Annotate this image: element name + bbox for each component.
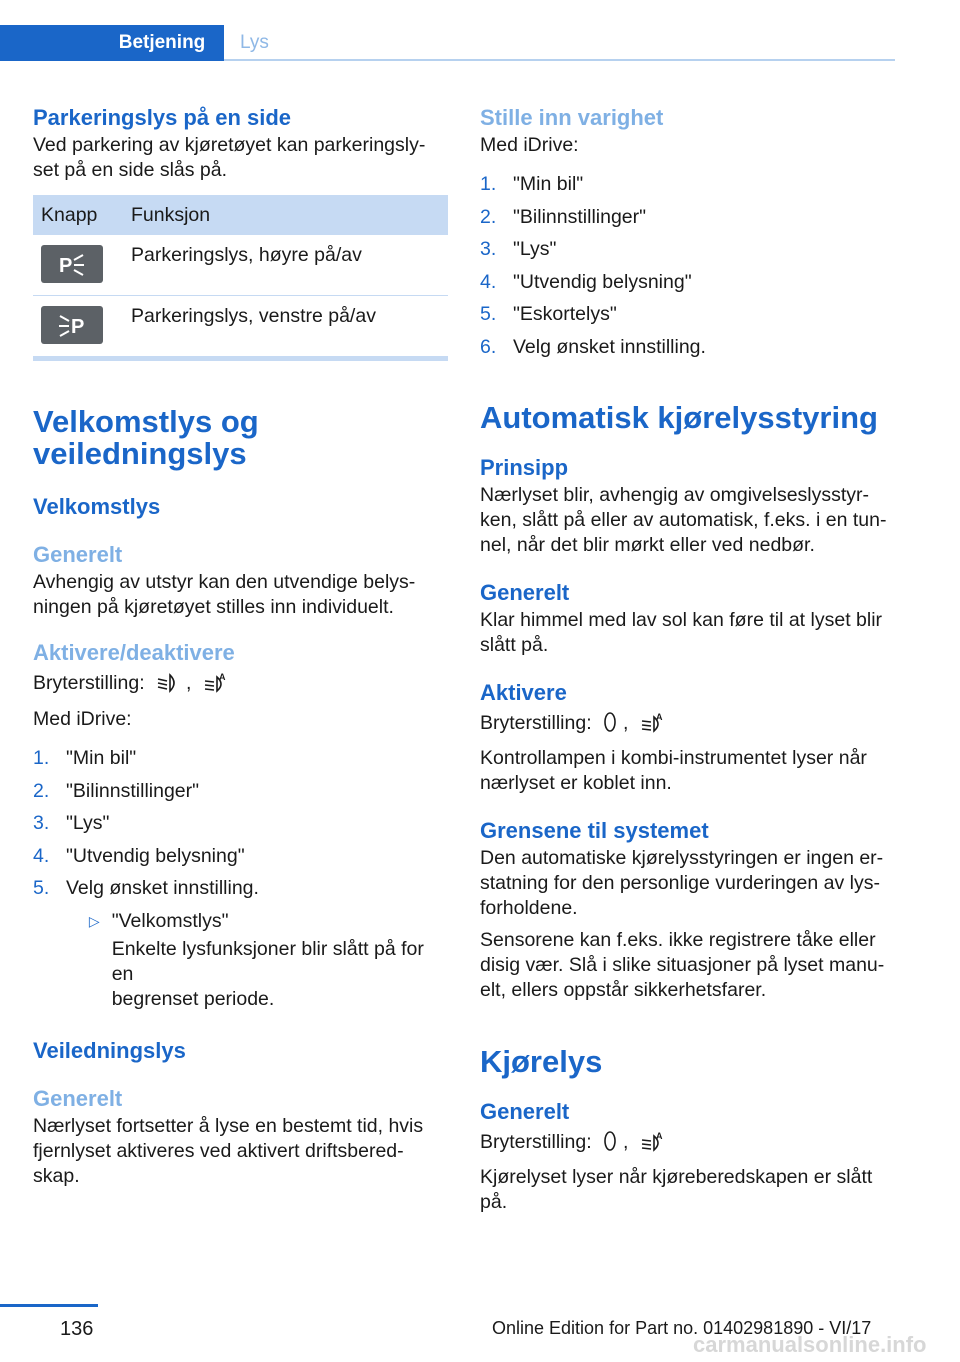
switch-position-line — [480, 1130, 898, 1159]
duration-steps — [480, 168, 898, 363]
drl-text: Kjørelyset lyser når kjøreberedskapen er slått på. — [480, 1166, 873, 1213]
general-text: Klar himmel med lav sol kan føre til at lyset blir slått på. — [480, 609, 883, 656]
guide-light-text: Nærlyset fortsetter å lyse en bestemt tid, hvis fjernlyset aktiveres ved aktivert driftsbered- skap. — [33, 1114, 424, 1187]
heading-welcome-guide-light: Velkomstlys og veiledningslys — [33, 404, 259, 471]
auto-light-icon — [640, 711, 666, 740]
light-off-icon — [603, 711, 617, 740]
subsection-activate: Aktivere — [480, 680, 567, 705]
list-item: 4. "Utvendig belysning" — [33, 844, 245, 867]
tab-bar-rule — [224, 59, 895, 61]
left-column — [33, 100, 448, 1189]
right-column — [480, 100, 898, 1215]
table-row — [33, 235, 448, 296]
svg-text:A: A — [655, 1131, 663, 1141]
auto-light-icon — [640, 1130, 666, 1159]
auto-light-icon — [203, 671, 229, 700]
list-item: 1. "Min bil" — [33, 747, 137, 769]
svg-text:A: A — [218, 672, 226, 682]
section-title-parking-light: Parkeringslys på en side — [33, 105, 292, 130]
svg-text:P: P — [71, 316, 85, 337]
list-item: 6. Velg ønsket innstilling. — [480, 335, 706, 358]
switch-position-label: Bryterstilling: — [33, 672, 145, 694]
subsection-activate-deactivate: Aktivere/deaktivere — [33, 640, 235, 665]
table-header-function: Funksjon — [131, 204, 211, 226]
comma: , — [623, 1131, 629, 1153]
low-beam-icon — [156, 673, 180, 700]
subsection-principle: Prinsipp — [480, 455, 569, 480]
subsection-guide-general: Generelt — [33, 1085, 123, 1111]
heading-daytime-running-light: Kjørelys — [480, 1044, 603, 1079]
switch-position-line — [33, 671, 448, 700]
triangle-bullet-icon: ▷ — [88, 912, 100, 929]
sub-item-label: "Velkomstlys" — [111, 909, 229, 932]
page-number: 136 — [60, 1318, 94, 1340]
svg-text:A: A — [655, 712, 663, 722]
table-cell-function: Parkeringslys, høyre på/av — [131, 244, 362, 266]
footer-rule — [0, 1304, 98, 1307]
tab-betjening[interactable]: Betjening — [100, 25, 224, 61]
chapter-tab-bar — [0, 25, 895, 61]
switch-position-label: Bryterstilling: — [480, 712, 592, 734]
welcome-light-steps — [33, 742, 448, 905]
table-row — [33, 296, 448, 356]
subsection-system-limits: Grensene til systemet — [480, 818, 709, 843]
system-limits-text: Den automatiske kjørelysstyringen er ingen er- statning for den personlige vurderingen av lys- forholdene. — [480, 847, 884, 919]
watermark: carmanualsonline.info — [693, 1332, 927, 1357]
list-item: 3. "Lys" — [480, 238, 557, 260]
table-header-key: Knapp — [41, 204, 98, 226]
comma: , — [186, 672, 192, 694]
subsection-general: Generelt — [33, 542, 123, 567]
section-title-welcome-light: Velkomstlys — [33, 494, 161, 519]
list-item: 5. Velg ønsket innstilling. — [33, 877, 259, 899]
list-item: 4. "Utvendig belysning" — [480, 270, 692, 293]
system-limits-text-2: Sensorene kan f.eks. ikke registrere tåke eller disig vær. Slå i slike situasjoner på lyset manu- elt, ellers oppstår sikkerhetsfarer. — [480, 929, 885, 1001]
comma: , — [623, 712, 629, 734]
parking-light-table — [33, 195, 448, 361]
list-item: 3. "Lys" — [33, 812, 110, 834]
light-off-icon — [603, 1130, 617, 1159]
indicator-text: Kontrollampen i kombi-instrumentet lyser når nærlyset er koblet inn. — [480, 747, 867, 794]
idrive-label: Med iDrive: — [33, 708, 132, 730]
heading-automatic-headlight: Automatisk kjørelysstyring — [480, 400, 878, 435]
parking-light-text: Ved parkering av kjøretøyet kan parkeringsly- set på en side slås på. — [33, 134, 426, 181]
section-title-guide-light: Veiledningslys — [33, 1037, 186, 1063]
list-item: 1. "Min bil" — [480, 173, 584, 195]
table-header — [33, 195, 448, 235]
switch-position-label: Bryterstilling: — [480, 1131, 592, 1153]
edition-note: Online Edition for Part no. 01402981890 - VI/17 — [492, 1318, 872, 1338]
section-title-set-duration: Stille inn varighet — [480, 105, 664, 130]
sub-list-item — [33, 905, 448, 1012]
list-item: 2. "Bilinnstillinger" — [480, 205, 647, 228]
switch-position-line — [480, 711, 898, 740]
svg-text:P: P — [59, 255, 73, 276]
idrive-label: Med iDrive: — [480, 134, 579, 156]
parking-light-left-icon — [41, 306, 103, 344]
principle-text: Nærlyset blir, avhengig av omgivelseslysstyr- ken, slått på eller av automatisk, f.eks. i en tun- nel, når det blir mørkt eller ved nedbør. — [480, 484, 887, 556]
general-text: Avhengig av utstyr kan den utvendige belys- ningen på kjøretøyet stilles inn individuelt. — [33, 571, 416, 618]
tab-bar-accent — [0, 25, 100, 61]
table-bottom-rule — [33, 356, 448, 361]
subsection-general: Generelt — [480, 580, 570, 605]
sub-item-text: Enkelte lysfunksjoner blir slått på for en begrenset periode. — [111, 937, 424, 1010]
subsection-drl-general: Generelt — [480, 1099, 570, 1124]
list-item: 2. "Bilinnstillinger" — [33, 779, 200, 802]
tab-lys[interactable]: Lys — [240, 32, 269, 53]
list-item: 5. "Eskortelys" — [480, 303, 617, 325]
parking-light-right-icon — [41, 245, 103, 283]
table-cell-function: Parkeringslys, venstre på/av — [131, 305, 376, 327]
